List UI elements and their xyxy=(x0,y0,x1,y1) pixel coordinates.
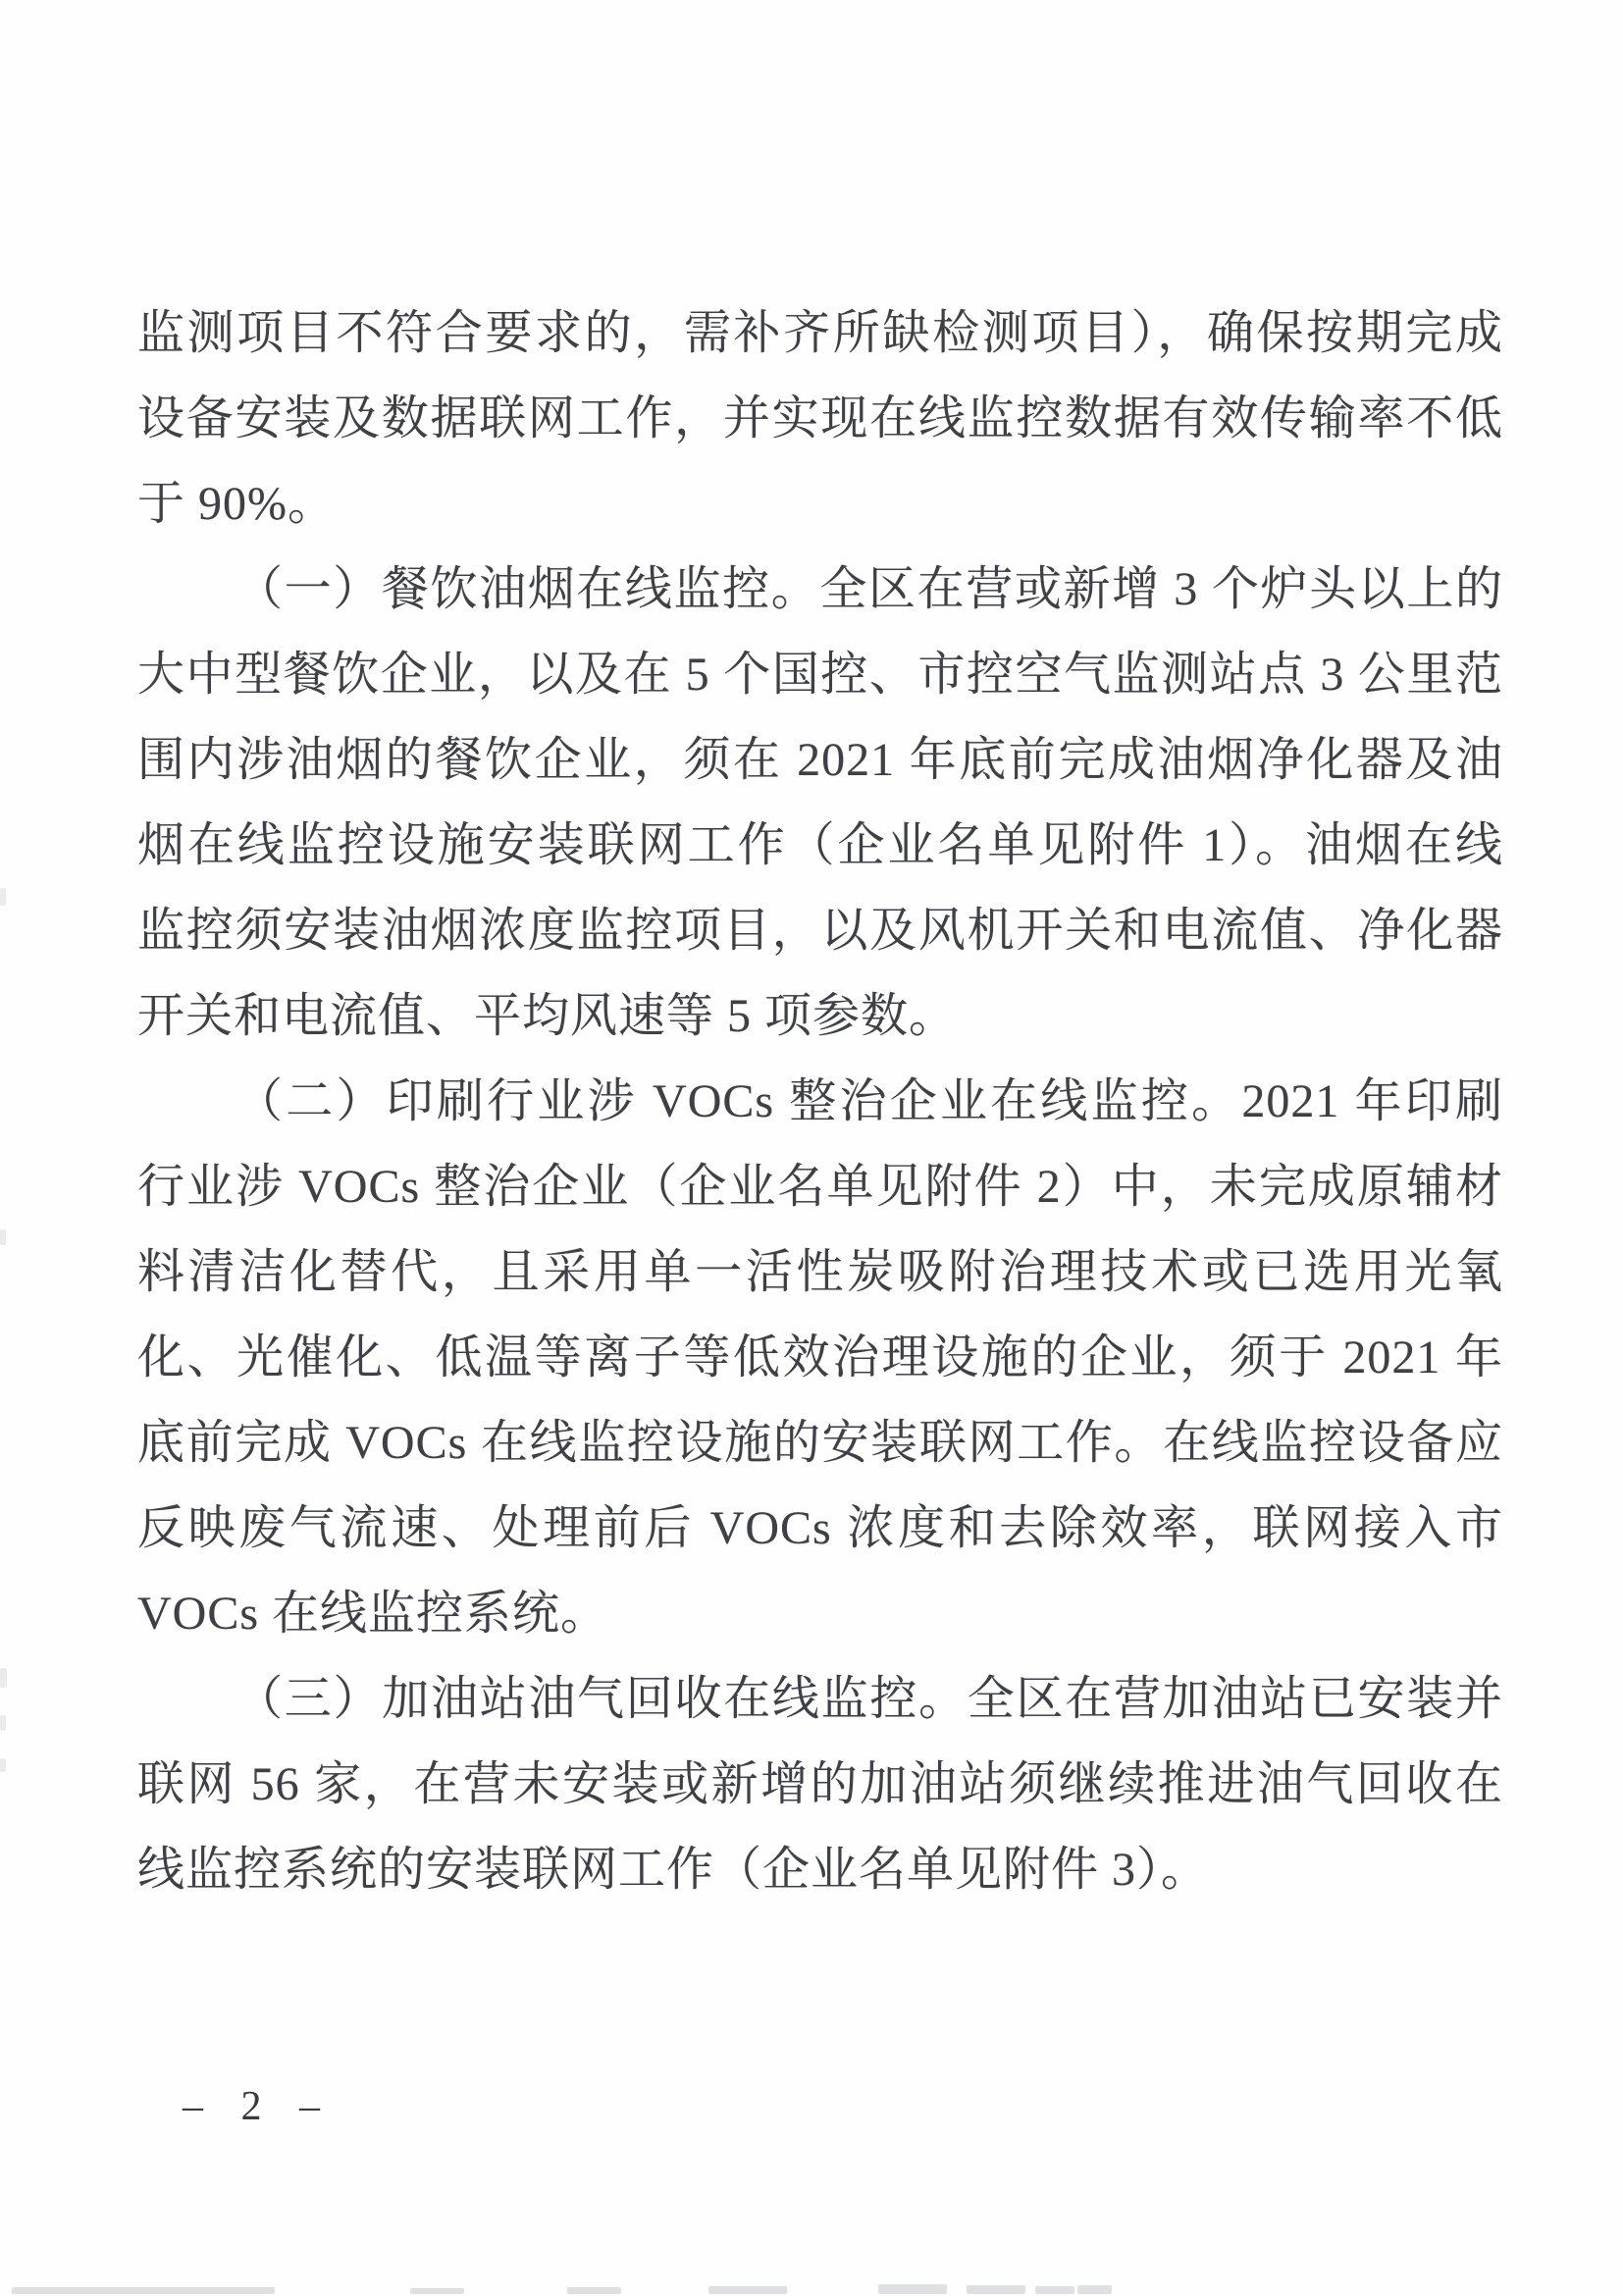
scan-artifact xyxy=(0,1715,6,1731)
scan-artifact xyxy=(12,2287,275,2294)
scan-artifact xyxy=(567,2287,621,2294)
text-line: 联网 56 家，在营未安装或新增的加油站须继续推进油气回收在 xyxy=(137,1758,1503,1810)
paragraph xyxy=(137,1059,1503,1656)
text-line: 监控须安装油烟浓度监控项目，以及风机开关和电流值、净化器 xyxy=(137,905,1503,957)
text-line: 料清洁化替代，且采用单一活性炭吸附治理技术或已选用光氧 xyxy=(137,1246,1503,1298)
scan-artifact xyxy=(410,2288,464,2294)
scan-artifact xyxy=(0,888,6,906)
document-body-text xyxy=(137,290,1503,1912)
scan-artifact xyxy=(708,2286,787,2294)
paragraph xyxy=(137,1656,1503,1912)
text-line: 底前完成 VOCs 在线监控设施的安装联网工作。在线监控设备应 xyxy=(137,1417,1503,1469)
scan-artifact xyxy=(0,1758,6,1772)
text-line: 开关和电流值、平均风速等 5 项参数。 xyxy=(137,990,958,1042)
text-line: （一）餐饮油烟在线监控。全区在营或新增 3 个炉头以上的 xyxy=(236,563,1503,615)
scan-artifact xyxy=(967,2285,1025,2294)
text-line: 围内涉油烟的餐饮企业，须在 2021 年底前完成油烟净化器及油 xyxy=(137,734,1503,786)
text-line: 化、光催化、低温等离子等低效治理设施的企业，须于 2021 年 xyxy=(137,1331,1503,1383)
scan-artifact xyxy=(1035,2286,1074,2294)
page-number: – 2 – xyxy=(183,2084,334,2129)
scan-artifact xyxy=(0,1229,6,1245)
text-line: 线监控系统的安装联网工作（企业名单见附件 3）。 xyxy=(137,1844,1210,1896)
text-line: 烟在线监控设施安装联网工作（企业名单见附件 1）。油烟在线 xyxy=(137,819,1503,871)
text-line: （二）印刷行业涉 VOCs 整治企业在线监控。2021 年印刷 xyxy=(236,1075,1503,1127)
text-line: （三）加油站油气回收在线监控。全区在营加油站已安装并 xyxy=(236,1673,1503,1725)
text-line: VOCs 在线监控系统。 xyxy=(137,1588,609,1640)
text-line: 监测项目不符合要求的，需补齐所缺检测项目），确保按期完成 xyxy=(137,307,1503,359)
text-line: 于 90%。 xyxy=(137,478,336,530)
paragraph xyxy=(137,547,1503,1059)
text-line: 反映废气流速、处理前后 VOCs 浓度和去除效率，联网接入市 xyxy=(137,1502,1503,1554)
scan-artifact xyxy=(0,1668,7,1688)
text-line: 大中型餐饮企业，以及在 5 个国控、市控空气监测站点 3 公里范 xyxy=(137,649,1503,701)
text-line: 行业涉 VOCs 整治企业（企业名单见附件 2）中，未完成原辅材 xyxy=(137,1161,1503,1213)
scan-artifact xyxy=(878,2284,947,2294)
paragraph xyxy=(137,290,1503,547)
scan-artifact xyxy=(1077,2285,1112,2294)
text-line: 设备安装及数据联网工作，并实现在线监控数据有效传输率不低 xyxy=(137,392,1503,444)
